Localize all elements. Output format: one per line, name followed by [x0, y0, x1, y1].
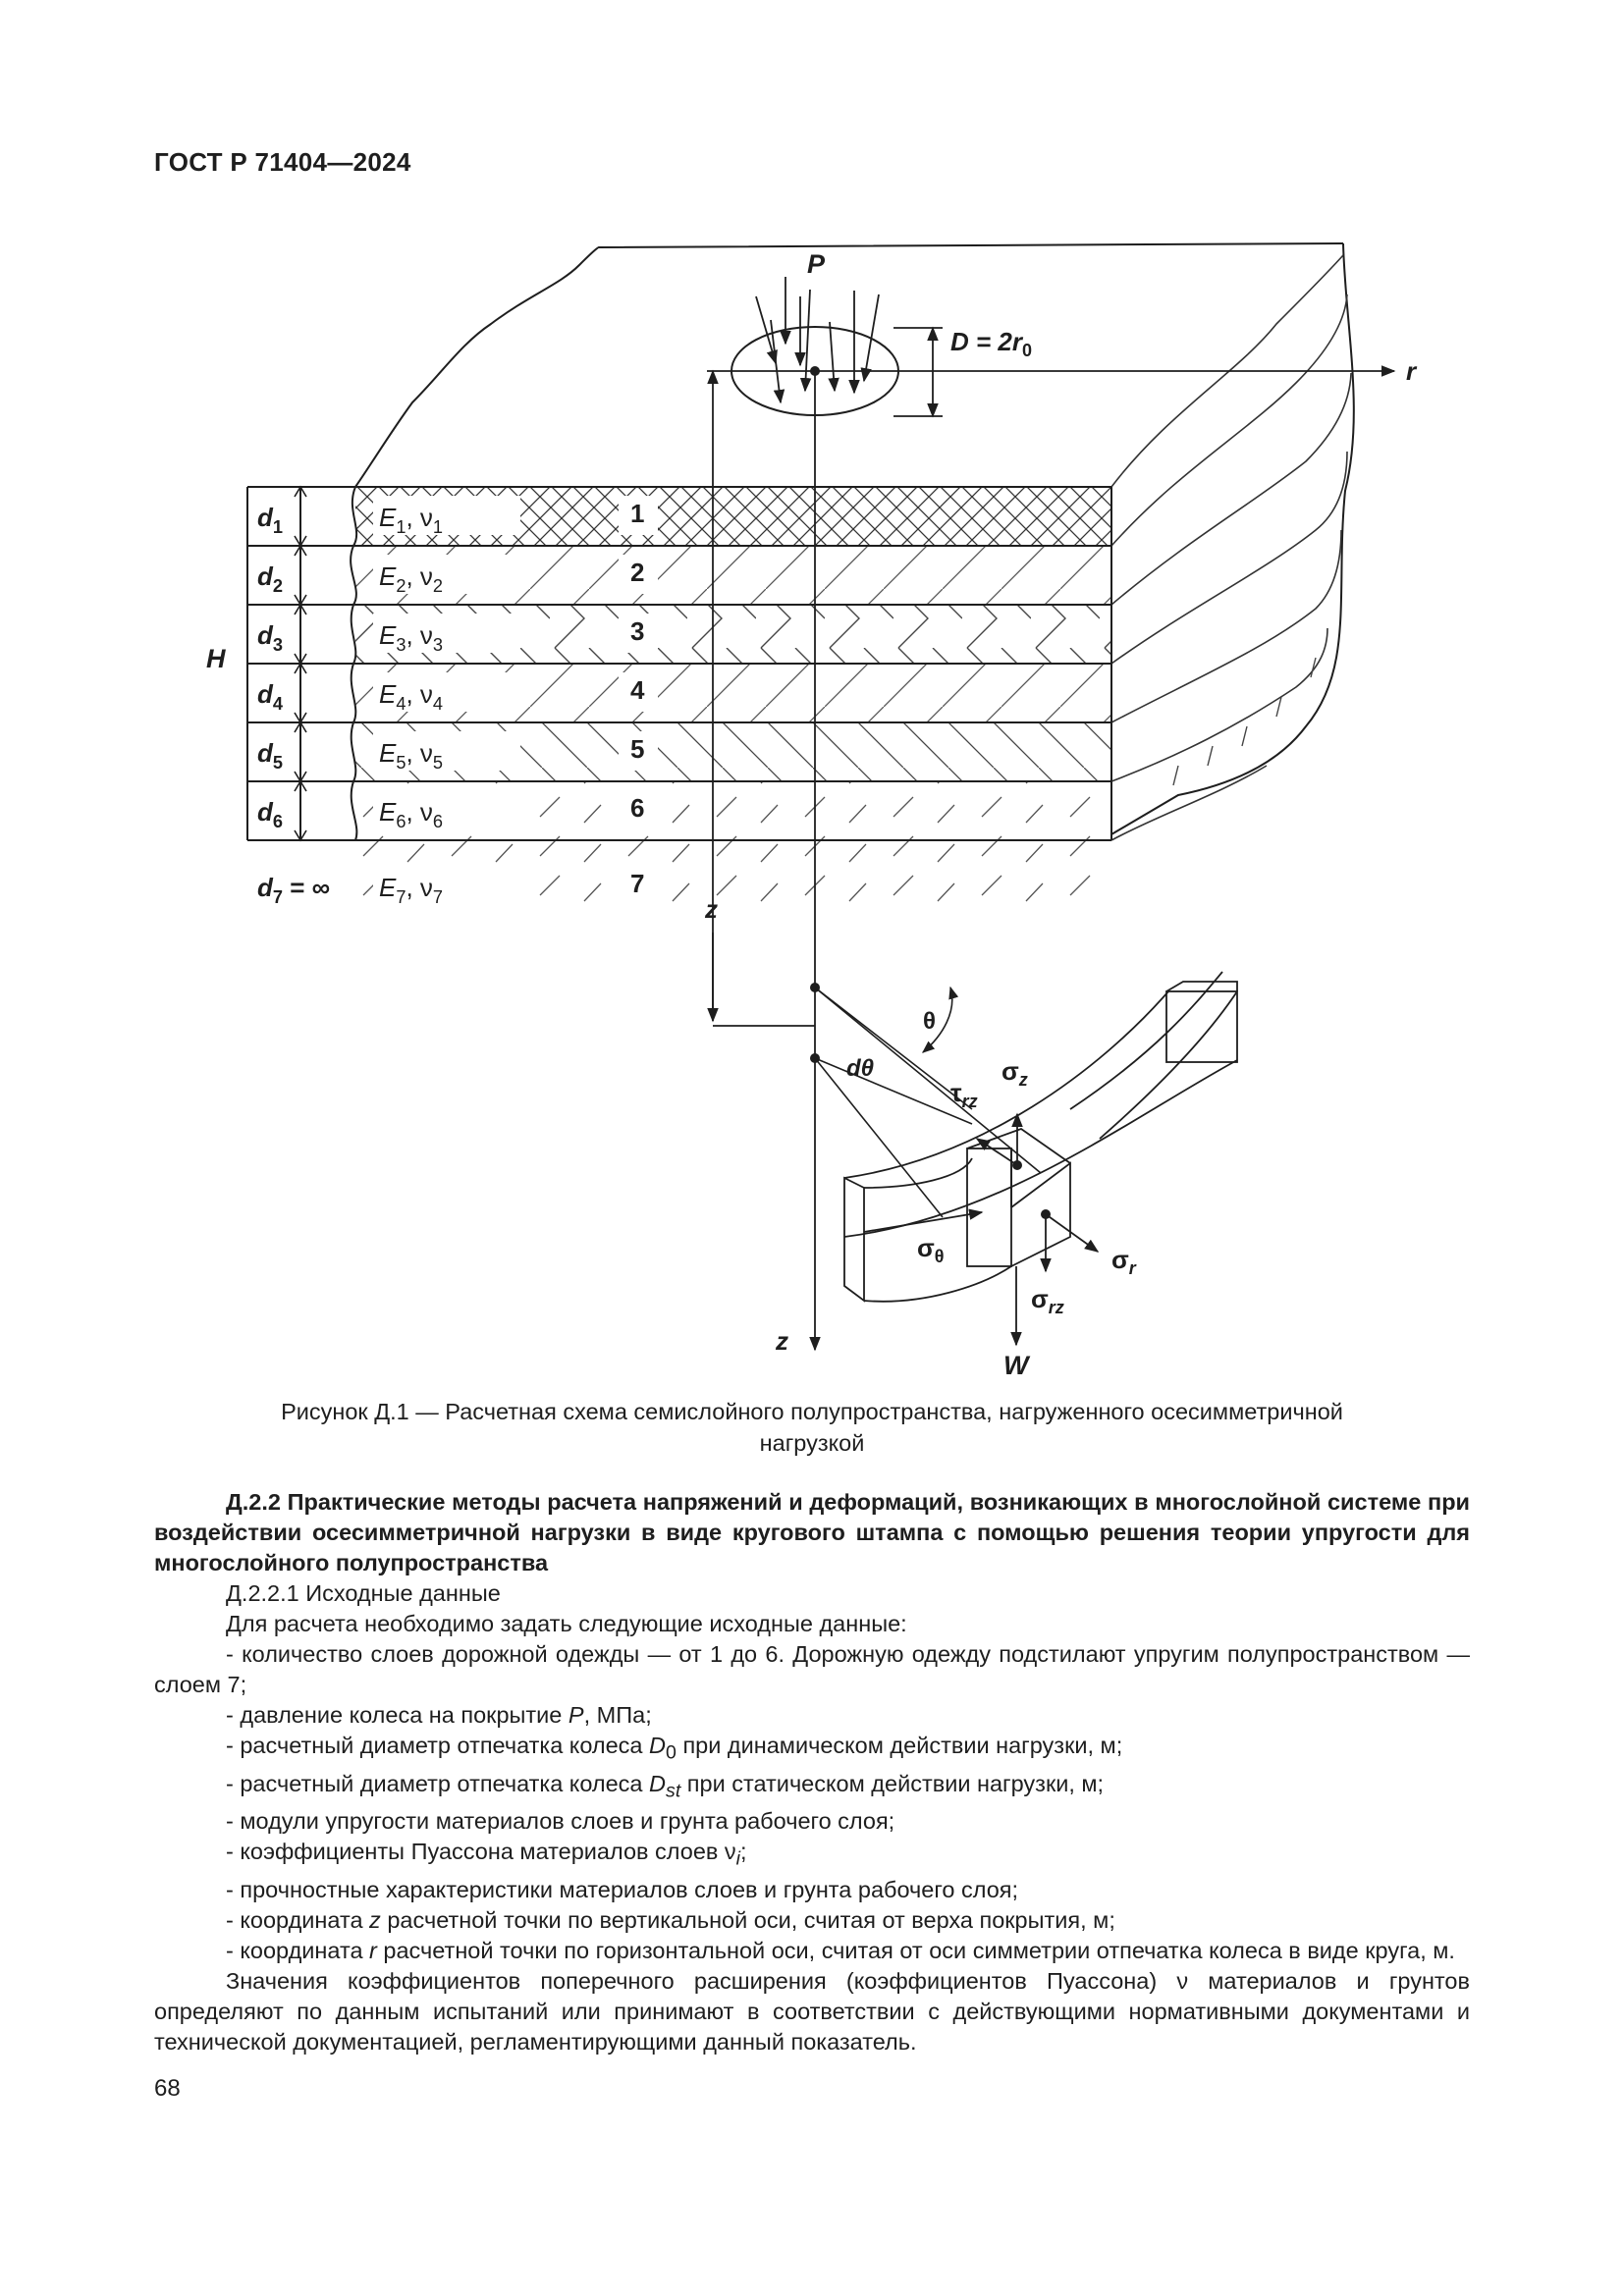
list-item: - координата z расчетной точки по вертикальной оси, считая от верха покрытия, м;	[226, 1907, 1115, 1934]
svg-text:σrz: $\sigma_{rz}$	[1031, 1284, 1064, 1317]
sigma-r-label: σ	[1111, 1245, 1129, 1274]
svg-text:σθ: $\sigma_\theta$	[917, 1233, 945, 1266]
list-item: - расчетный диаметр отпечатка колеса $D_0$ при динамическом действии нагрузки, м;	[226, 1733, 1123, 1764]
layer-number-label: 2	[630, 558, 645, 587]
section-heading: Д.2.2 Практические методы расчета напряжений и деформаций, возникающих в многослойной системе при воздействии осесимметричной нагрузки в виде кругового штампа с помощью решения теории упругости для многослойного полупространства	[154, 1489, 1470, 1575]
right-face-strata	[1111, 255, 1351, 840]
caption-line1: Рисунок Д.1 — Расчетная схема семислойного полупространства, нагруженного осесимметричной	[281, 1399, 1343, 1424]
h-label: H	[206, 644, 226, 673]
list-item: - давление колеса на покрытие P, МПа;	[226, 1702, 652, 1728]
layer-thickness-label: $d_5$	[257, 738, 284, 773]
page-number: 68	[154, 2075, 181, 2102]
svg-text:σz: $\sigma_z$	[1001, 1056, 1028, 1090]
layer-number-label: 4	[630, 675, 645, 705]
list-item: - расчетный диаметр отпечатка колеса $D_{st}$ при статическом действии нагрузки, м;	[226, 1770, 1105, 1802]
list-item: - количество слоев дорожной одежды — от 1 до 6. Дорожную одежду подстилают упругим полупространством — слоем 7;	[154, 1641, 1470, 1697]
final-paragraph: Значения коэффициентов поперечного расширения (коэффициентов Пуассона) ν материалов и грунтов определяют по данным испытаний или принимают в соответствии с действующими нормативными документами и технической документацией, регламентирующими данный показатель.	[154, 1968, 1470, 2056]
dtheta-label: dθ	[846, 1055, 875, 1082]
surface-outline	[355, 243, 1343, 487]
figure-caption	[154, 1396, 1470, 1459]
list-item: - модули упругости материалов слоев и грунта рабочего слоя;	[226, 1808, 895, 1835]
layer-properties-label: $E_2$, $\nu_2$	[379, 561, 444, 596]
layer-number-label: 3	[630, 616, 645, 646]
layer-thickness-label: $d_1$	[257, 503, 284, 537]
layer-number-label: 1	[630, 499, 645, 528]
layer-properties-label: $E_6$, $\nu_6$	[379, 797, 444, 831]
svg-text:τrz: $\tau_{rz}$	[950, 1078, 978, 1111]
sigma-z-label: σ	[1001, 1056, 1019, 1086]
layer-thickness-label: $d_7$ = ∞	[257, 873, 331, 907]
z-label-lower: z	[776, 1326, 788, 1356]
list-item: - координата r расчетной точки по горизонтальной оси, считая от оси симметрии отпечатка колеса в виде круга, м.	[226, 1938, 1455, 1964]
svg-text:D = 2r0: $D = 2r_0$	[950, 327, 1033, 360]
caption-line2: нагрузкой	[759, 1430, 865, 1456]
layer-thickness-label: $d_2$	[257, 561, 284, 596]
layer-properties-label: $E_5$, $\nu_5$	[379, 738, 444, 773]
layer-properties-label: $E_4$, $\nu_4$	[379, 679, 444, 714]
layer-thickness-label: $d_6$	[257, 797, 284, 831]
layer-number-label: 5	[630, 734, 645, 764]
intro-paragraph: Для расчета необходимо задать следующие исходные данные:	[226, 1611, 907, 1636]
layer-properties-label: $E_7$, $\nu_7$	[379, 873, 444, 907]
layer-number-label: 7	[630, 869, 645, 898]
body-text	[154, 1487, 1470, 2057]
diameter-label: D = 2r	[950, 327, 1022, 356]
layer-number-label: 6	[630, 793, 645, 823]
layer-bands	[355, 487, 1111, 909]
tau-rz-label: τ	[950, 1078, 962, 1107]
list-item: - коэффициенты Пуассона материалов слоев $\nu_i$;	[226, 1839, 747, 1871]
svg-text:σr: $\sigma_r$	[1111, 1245, 1136, 1278]
sub-heading: Д.2.2.1 Исходные данные	[226, 1580, 501, 1606]
layer-properties-label: $E_3$, $\nu_3$	[379, 620, 444, 655]
layer-thickness-label: $d_4$	[257, 679, 284, 714]
z-label-upper: z	[705, 894, 718, 924]
list-item: - прочностные характеристики материалов слоев и грунта рабочего слоя;	[226, 1877, 1019, 1903]
right-broken-edge	[1111, 243, 1354, 834]
load-label: P	[807, 249, 826, 279]
r-axis-label: r	[1406, 356, 1417, 386]
sigma-rz-label: σ	[1031, 1284, 1049, 1313]
document-header: ГОСТ Р 71404—2024	[154, 147, 411, 177]
w-label: W	[1003, 1351, 1029, 1380]
theta-label: θ	[923, 1008, 936, 1035]
layer-thickness-label: $d_3$	[257, 620, 284, 655]
sigma-theta-label: σ	[917, 1233, 935, 1262]
arc-element	[844, 972, 1237, 1302]
load-arrows	[756, 277, 879, 402]
layer-properties-label: $E_1$, $\nu_1$	[379, 503, 444, 537]
